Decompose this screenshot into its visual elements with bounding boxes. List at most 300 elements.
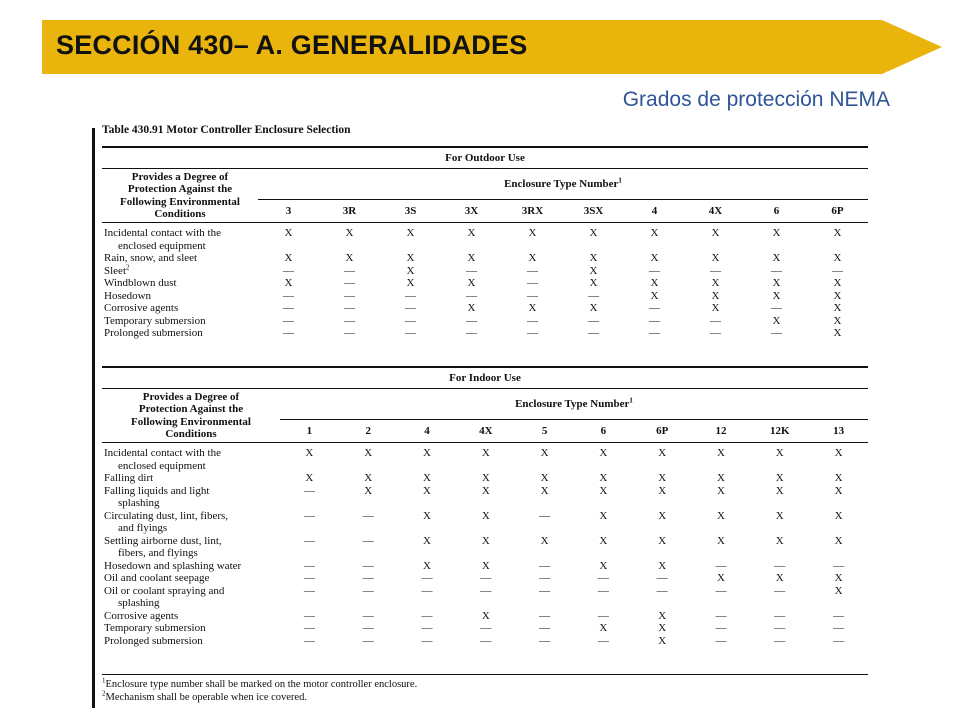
indoor-condition-cell <box>102 622 280 635</box>
indoor-value-cell: — <box>715 609 727 622</box>
indoor-value-cell: X <box>481 484 490 497</box>
indoor-column-header: 1 <box>280 420 339 443</box>
outdoor-value-cell: X <box>467 302 476 314</box>
outdoor-column-header: 3SX <box>563 200 624 223</box>
indoor-value-cell: X <box>658 559 667 572</box>
indoor-column-header: 13 <box>809 420 868 443</box>
indoor-value-cell: X <box>540 484 549 497</box>
indoor-enclosure-header-row <box>102 389 868 420</box>
indoor-value-cell: — <box>539 622 551 634</box>
outdoor-section-row <box>102 147 868 169</box>
outdoor-condition-cell <box>102 262 258 278</box>
outdoor-column-header: 6 <box>746 200 807 223</box>
outdoor-value-cell: — <box>283 327 294 339</box>
indoor-value-cell: — <box>362 609 374 622</box>
outdoor-value-cell: — <box>405 302 416 314</box>
outdoor-value-cell: — <box>710 264 721 277</box>
indoor-value-cell: X <box>364 447 373 459</box>
indoor-column-header: 4 <box>398 420 457 443</box>
indoor-value-cell: — <box>715 559 727 572</box>
indoor-value-cell: X <box>834 447 843 459</box>
outdoor-value-cell: — <box>466 289 477 302</box>
indoor-value-cell: X <box>540 534 549 547</box>
indoor-value-cell: X <box>423 484 431 497</box>
indoor-value-cell: — <box>774 634 786 647</box>
outdoor-condition-text: Corrosive agents <box>104 302 179 314</box>
indoor-condition-cell <box>102 635 280 648</box>
indoor-value-cell: — <box>715 584 727 597</box>
indoor-value-cell: X <box>834 584 843 597</box>
indoor-table-row <box>102 447 868 472</box>
outdoor-value-cell: — <box>771 327 782 339</box>
outdoor-value-cell: — <box>344 314 355 327</box>
outdoor-column-header: 3R <box>319 200 380 223</box>
indoor-column-header: 6P <box>633 420 692 443</box>
indoor-value-cell: — <box>303 609 315 622</box>
indoor-value-cell: — <box>303 622 315 634</box>
indoor-value-cell: — <box>421 584 433 597</box>
outdoor-column-header: 6P <box>807 200 868 223</box>
page-subtitle: Grados de protección NEMA <box>622 88 890 111</box>
indoor-table-row <box>102 472 868 485</box>
outdoor-value-cell: X <box>406 277 415 289</box>
outdoor-condition-header-line: Protection Against the <box>127 183 233 195</box>
outdoor-column-header: 3S <box>380 200 441 223</box>
outdoor-condition-text: enclosed equipment <box>118 239 206 252</box>
outdoor-condition-cell <box>102 315 258 328</box>
outdoor-value-cell: X <box>833 289 842 302</box>
indoor-value-cell: X <box>658 472 667 484</box>
footnote-line <box>102 678 868 691</box>
indoor-value-cell: X <box>717 572 725 584</box>
outdoor-condition-text: Rain, snow, and sleet <box>104 252 198 264</box>
outdoor-condition-text: Sleet <box>104 264 126 277</box>
outdoor-value-cell: — <box>649 314 660 327</box>
indoor-condition-header-line: Conditions <box>165 428 217 440</box>
indoor-column-header: 12K <box>750 420 809 443</box>
outdoor-value-cell: — <box>649 302 660 314</box>
indoor-value-cell: X <box>775 447 784 459</box>
left-margin-rule <box>92 128 95 708</box>
outdoor-value-cell: — <box>344 327 355 339</box>
indoor-condition-cell <box>102 585 280 610</box>
indoor-value-cell: X <box>775 572 784 584</box>
indoor-condition-cell <box>102 472 280 485</box>
outdoor-condition-cell <box>102 302 258 315</box>
indoor-value-cell: — <box>833 634 845 647</box>
outdoor-value-cell: — <box>649 327 660 339</box>
indoor-condition-text: splashing <box>118 597 160 609</box>
outdoor-value-cell: — <box>710 314 721 327</box>
indoor-column-header: 4X <box>456 420 515 443</box>
indoor-condition-text: Oil and coolant seepage <box>104 572 210 584</box>
indoor-condition-header-line: Following Environmental <box>131 415 251 428</box>
indoor-value-cell: — <box>303 559 315 572</box>
outdoor-value-cell: X <box>833 327 842 339</box>
indoor-enclosure-label-sup: 1 <box>629 396 633 405</box>
outdoor-value-cell: — <box>771 264 782 277</box>
outdoor-column-header: 4 <box>624 200 685 223</box>
indoor-value-cell: — <box>774 559 786 572</box>
outdoor-column-header: 3RX <box>502 200 563 223</box>
indoor-value-cell: — <box>597 584 609 597</box>
outdoor-condition-text: Prolonged submersion <box>104 327 203 339</box>
outdoor-value-cell: X <box>772 289 781 302</box>
outdoor-value-cell: — <box>710 327 721 339</box>
indoor-value-cell: — <box>833 609 845 622</box>
indoor-value-cell: — <box>303 634 315 647</box>
indoor-condition-text: Prolonged submersion <box>104 634 203 647</box>
indoor-condition-text: Incidental contact with the <box>104 447 221 459</box>
outdoor-table-row <box>102 227 868 252</box>
outdoor-value-cell: X <box>345 252 354 264</box>
outdoor-value-cell: X <box>650 277 659 289</box>
indoor-value-cell: X <box>481 534 490 547</box>
outdoor-value-cell: X <box>528 252 537 264</box>
outdoor-value-cell: — <box>283 264 294 277</box>
outdoor-value-cell: — <box>649 264 660 277</box>
indoor-value-cell: — <box>656 584 668 597</box>
indoor-value-cell: X <box>540 472 549 484</box>
indoor-condition-text: Temporary submersion <box>104 622 206 634</box>
indoor-value-cell: X <box>364 484 373 497</box>
outdoor-value-cell: X <box>772 252 781 264</box>
outdoor-value-cell: X <box>772 227 781 239</box>
indoor-condition-cell <box>102 560 280 573</box>
indoor-value-cell: — <box>480 572 492 584</box>
indoor-enclosure-label <box>280 389 868 420</box>
outdoor-table-row <box>102 252 868 265</box>
table-footnotes <box>102 674 868 704</box>
indoor-condition-cell <box>102 572 280 585</box>
indoor-value-cell: — <box>539 509 551 522</box>
outdoor-condition-cell <box>102 277 258 290</box>
indoor-value-cell: X <box>658 534 667 547</box>
outdoor-value-cell: X <box>650 252 659 264</box>
indoor-condition-cell <box>102 485 280 510</box>
indoor-value-cell: X <box>658 622 667 634</box>
indoor-value-cell: — <box>362 509 374 522</box>
footnote-text: Mechanism shall be operable when ice covered. <box>105 692 307 703</box>
indoor-value-cell: X <box>599 447 608 459</box>
indoor-value-cell: — <box>539 584 551 597</box>
indoor-value-cell: — <box>539 634 551 647</box>
indoor-condition-text: enclosed equipment <box>118 459 206 472</box>
outdoor-value-cell: X <box>833 277 842 289</box>
outdoor-value-cell: X <box>650 289 659 302</box>
indoor-table-row <box>102 535 868 560</box>
indoor-value-cell: — <box>480 622 492 634</box>
outdoor-condition-cell <box>102 290 258 303</box>
outdoor-value-cell: — <box>283 314 294 327</box>
outdoor-value-cell: X <box>772 314 781 327</box>
outdoor-table-row <box>102 265 868 278</box>
indoor-value-cell: X <box>599 559 608 572</box>
indoor-value-cell: — <box>303 509 315 522</box>
outdoor-enclosure-label-sup: 1 <box>618 176 622 185</box>
indoor-value-cell: — <box>833 622 845 634</box>
outdoor-value-cell: X <box>284 227 293 239</box>
outdoor-value-cell: — <box>466 264 477 277</box>
indoor-value-cell: X <box>658 509 667 522</box>
indoor-condition-header-line: Provides a Degree of <box>142 390 240 403</box>
outdoor-condition-header <box>102 169 258 223</box>
indoor-value-cell: X <box>834 534 843 547</box>
outdoor-value-cell: X <box>406 264 415 277</box>
indoor-table-row <box>102 585 868 610</box>
outdoor-value-cell: — <box>344 289 355 302</box>
indoor-value-cell: — <box>303 534 315 547</box>
outdoor-section-label: For Outdoor Use <box>102 147 868 169</box>
outdoor-value-cell: X <box>589 264 598 277</box>
indoor-value-cell: X <box>481 472 490 484</box>
outdoor-condition-header-line: Provides a Degree of <box>131 170 229 183</box>
indoor-value-cell: X <box>775 472 784 484</box>
indoor-table <box>102 366 868 647</box>
outdoor-value-cell: X <box>589 227 598 239</box>
outdoor-value-cell: — <box>344 264 355 277</box>
indoor-value-cell: — <box>362 572 374 584</box>
indoor-value-cell: — <box>774 584 786 597</box>
indoor-value-cell: X <box>775 534 784 547</box>
outdoor-condition-text: Hosedown <box>104 289 152 302</box>
outdoor-value-cell: X <box>711 277 720 289</box>
indoor-value-cell: X <box>423 447 431 459</box>
indoor-value-cell: X <box>658 447 667 459</box>
outdoor-condition-sup: 2 <box>126 262 130 271</box>
indoor-value-cell: — <box>597 634 609 647</box>
outdoor-value-cell: X <box>528 302 537 314</box>
indoor-table-row <box>102 610 868 623</box>
indoor-condition-text: Oil or coolant spraying and <box>104 584 225 597</box>
outdoor-value-cell: X <box>711 302 720 314</box>
indoor-condition-cell <box>102 447 280 472</box>
outdoor-condition-cell <box>102 227 258 252</box>
outdoor-value-cell: X <box>711 227 720 239</box>
indoor-value-cell: X <box>423 472 431 484</box>
indoor-condition-text: Corrosive agents <box>104 609 179 622</box>
outdoor-value-cell: X <box>406 252 415 264</box>
outdoor-value-cell: X <box>528 227 537 239</box>
indoor-table-row <box>102 560 868 573</box>
outdoor-value-cell: — <box>527 277 538 289</box>
indoor-value-cell: — <box>421 609 433 622</box>
outdoor-column-header: 4X <box>685 200 746 223</box>
outdoor-table <box>102 146 868 340</box>
indoor-value-cell: — <box>774 622 786 634</box>
indoor-value-cell: X <box>423 509 431 522</box>
outdoor-value-cell: — <box>771 302 782 314</box>
indoor-column-header: 6 <box>574 420 633 443</box>
outdoor-value-cell: — <box>466 314 477 327</box>
indoor-value-cell: — <box>597 609 609 622</box>
indoor-value-cell: X <box>599 622 608 634</box>
outdoor-value-cell: X <box>833 252 842 264</box>
outdoor-value-cell: — <box>283 302 294 314</box>
indoor-value-cell: — <box>774 609 786 622</box>
outdoor-value-cell: X <box>833 302 842 314</box>
outdoor-table-row <box>102 302 868 315</box>
indoor-table-row <box>102 635 868 648</box>
indoor-value-cell: X <box>481 447 490 459</box>
section-banner <box>42 20 942 74</box>
outdoor-condition-text: Temporary submersion <box>104 314 206 327</box>
outdoor-condition-header-line: Following Environmental <box>120 195 240 208</box>
indoor-column-header: 2 <box>339 420 398 443</box>
indoor-value-cell: X <box>305 472 314 484</box>
nema-table-document <box>92 122 870 712</box>
indoor-condition-cell <box>102 510 280 535</box>
outdoor-value-cell: X <box>284 277 293 289</box>
indoor-value-cell: X <box>717 484 725 497</box>
indoor-enclosure-label-text: Enclosure Type Number <box>515 398 630 410</box>
table-title: Table 430.91 Motor Controller Enclosure Selection <box>102 124 351 136</box>
indoor-value-cell: — <box>480 584 492 597</box>
indoor-value-cell: — <box>362 634 374 647</box>
indoor-condition-text: Falling liquids and light <box>104 484 210 497</box>
outdoor-value-cell: — <box>344 277 355 289</box>
outdoor-value-cell: — <box>588 314 599 327</box>
indoor-condition-header-line: Protection Against the <box>138 403 244 415</box>
outdoor-table-row <box>102 277 868 290</box>
outdoor-condition-text: Windblown dust <box>104 277 177 289</box>
outdoor-table-row <box>102 327 868 340</box>
outdoor-value-cell: — <box>527 289 538 302</box>
outdoor-value-cell: X <box>589 302 598 314</box>
indoor-value-cell: X <box>599 534 608 547</box>
indoor-value-cell: X <box>834 484 843 497</box>
outdoor-value-cell: X <box>467 277 476 289</box>
indoor-value-cell: X <box>717 447 725 459</box>
indoor-condition-text: splashing <box>118 497 160 509</box>
indoor-value-cell: — <box>362 584 374 597</box>
indoor-value-cell: X <box>364 472 373 484</box>
indoor-value-cell: — <box>362 534 374 547</box>
indoor-value-cell: — <box>303 484 315 497</box>
indoor-column-header: 12 <box>692 420 751 443</box>
outdoor-table-row <box>102 315 868 328</box>
outdoor-value-cell: X <box>467 252 476 264</box>
indoor-value-cell: — <box>833 559 845 572</box>
footnote-number: 1 <box>102 676 106 685</box>
indoor-value-cell: X <box>717 472 725 484</box>
indoor-table-row <box>102 485 868 510</box>
outdoor-value-cell: X <box>589 252 598 264</box>
footnote-line <box>102 691 868 704</box>
outdoor-enclosure-header-row <box>102 169 868 200</box>
indoor-value-cell: — <box>656 572 668 584</box>
outdoor-value-cell: — <box>588 289 599 302</box>
indoor-value-cell: X <box>834 472 843 484</box>
indoor-value-cell: — <box>303 584 315 597</box>
outdoor-value-cell: X <box>345 227 354 239</box>
outdoor-condition-header-line: Conditions <box>154 208 206 220</box>
indoor-value-cell: — <box>421 572 433 584</box>
indoor-section-label: For Indoor Use <box>102 367 868 389</box>
outdoor-condition-text: Incidental contact with the <box>104 227 221 239</box>
outdoor-value-cell: X <box>711 289 720 302</box>
indoor-value-cell: X <box>775 509 784 522</box>
indoor-value-cell: X <box>423 559 431 572</box>
indoor-value-cell: — <box>362 559 374 572</box>
indoor-value-cell: X <box>717 509 725 522</box>
outdoor-column-header: 3 <box>258 200 319 223</box>
indoor-value-cell: X <box>305 447 314 459</box>
indoor-value-cell: X <box>717 534 725 547</box>
indoor-value-cell: — <box>421 634 433 647</box>
indoor-value-cell: — <box>480 634 492 647</box>
outdoor-value-cell: X <box>833 314 842 327</box>
outdoor-value-cell: X <box>467 227 476 239</box>
indoor-value-cell: — <box>539 559 551 572</box>
outdoor-value-cell: — <box>344 302 355 314</box>
indoor-value-cell: X <box>834 509 843 522</box>
indoor-condition-text: and flyings <box>118 522 168 534</box>
section-title: SECCIÓN 430– A. GENERALIDADES <box>56 30 528 60</box>
outdoor-value-cell: — <box>283 289 294 302</box>
indoor-value-cell: X <box>481 559 490 572</box>
indoor-value-cell: X <box>834 572 843 584</box>
indoor-value-cell: — <box>539 572 551 584</box>
outdoor-condition-cell <box>102 327 258 340</box>
indoor-condition-cell <box>102 535 280 560</box>
indoor-value-cell: X <box>481 509 490 522</box>
indoor-condition-text: fibers, and flyings <box>118 547 198 559</box>
indoor-value-cell: X <box>599 472 608 484</box>
indoor-value-cell: X <box>599 484 608 497</box>
footnote-text: Enclosure type number shall be marked on the motor controller enclosure. <box>105 679 418 690</box>
outdoor-column-header: 3X <box>441 200 502 223</box>
outdoor-enclosure-label <box>258 169 868 200</box>
indoor-condition-text: Circulating dust, lint, fibers, <box>104 509 229 522</box>
indoor-value-cell: — <box>303 572 315 584</box>
outdoor-enclosure-label-text: Enclosure Type Number <box>504 178 619 190</box>
outdoor-value-cell: X <box>589 277 598 289</box>
indoor-condition-text: Settling airborne dust, lint, <box>104 534 222 547</box>
indoor-value-cell: X <box>540 447 549 459</box>
indoor-value-cell: — <box>715 622 727 634</box>
indoor-value-cell: X <box>599 509 608 522</box>
indoor-value-cell: X <box>658 609 667 622</box>
outdoor-value-cell: — <box>466 327 477 339</box>
outdoor-value-cell: X <box>772 277 781 289</box>
outdoor-value-cell: — <box>527 327 538 339</box>
indoor-condition-text: Falling dirt <box>104 472 154 484</box>
outdoor-value-cell: — <box>405 314 416 327</box>
outdoor-value-cell: — <box>527 264 538 277</box>
indoor-condition-header <box>102 389 280 443</box>
outdoor-value-cell: — <box>405 327 416 339</box>
outdoor-value-cell: X <box>650 227 659 239</box>
indoor-value-cell: X <box>658 634 667 647</box>
indoor-table-row <box>102 622 868 635</box>
indoor-value-cell: — <box>715 634 727 647</box>
indoor-table-row <box>102 572 868 585</box>
outdoor-value-cell: — <box>527 314 538 327</box>
indoor-table-row <box>102 510 868 535</box>
indoor-value-cell: — <box>421 622 433 634</box>
indoor-value-cell: — <box>597 572 609 584</box>
indoor-condition-text: Hosedown and splashing water <box>104 559 242 572</box>
indoor-value-cell: X <box>481 609 490 622</box>
outdoor-table-row <box>102 290 868 303</box>
footnote-number: 2 <box>102 689 106 698</box>
indoor-value-cell: — <box>539 609 551 622</box>
outdoor-value-cell: X <box>406 227 415 239</box>
indoor-value-cell: X <box>775 484 784 497</box>
indoor-section-row <box>102 367 868 389</box>
indoor-value-cell: — <box>362 622 374 634</box>
